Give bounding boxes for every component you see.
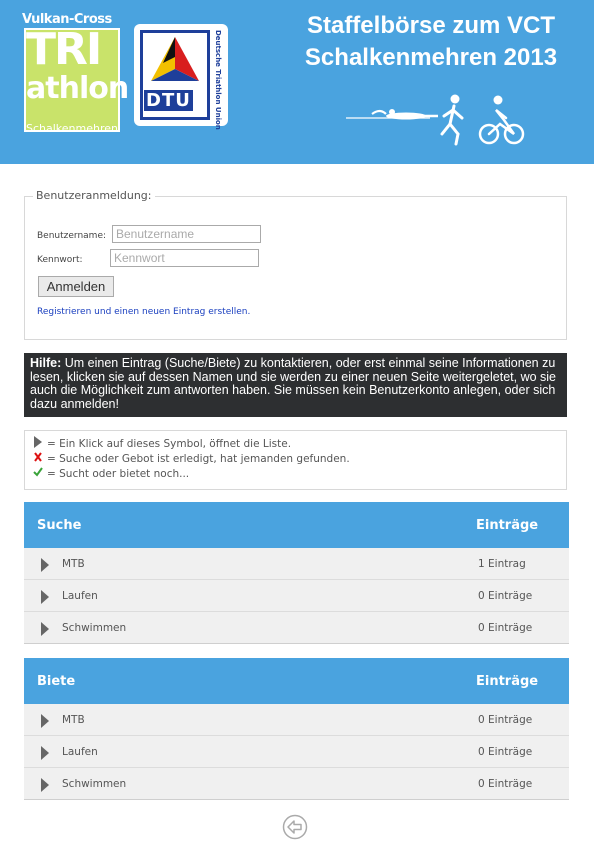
legend-item: = Suche oder Gebot ist erledigt, hat jemanden gefunden. bbox=[33, 452, 558, 467]
logo-top-text: Vulkan-Cross bbox=[22, 12, 112, 27]
dtu-logo bbox=[134, 24, 228, 130]
back-arrow-circle-icon[interactable] bbox=[282, 814, 308, 840]
red-x-icon bbox=[33, 452, 47, 467]
table-row[interactable]: Laufen 0 Einträge bbox=[24, 736, 569, 768]
table-row[interactable]: Schwimmen 0 Einträge bbox=[24, 612, 569, 644]
expand-triangle-icon[interactable] bbox=[41, 558, 49, 572]
vulkan-cross-triathlon-logo bbox=[22, 12, 129, 140]
page-title: Staffelbörse zum VCT Schalkenmehren 2013 bbox=[304, 12, 558, 71]
biete-table bbox=[24, 658, 569, 800]
biete-table-header: Biete Einträge bbox=[24, 658, 569, 704]
symbol-legend bbox=[24, 430, 567, 490]
legend-item: = Sucht oder bietet noch... bbox=[33, 467, 558, 482]
runner-icon bbox=[442, 95, 462, 145]
triathlon-sports-icons bbox=[346, 94, 526, 146]
suche-table bbox=[24, 502, 569, 644]
login-fieldset bbox=[24, 189, 567, 340]
suche-table-header: Suche Einträge bbox=[24, 502, 569, 548]
help-label: Hilfe: bbox=[30, 356, 62, 370]
dtu-abbr: DTU bbox=[146, 90, 191, 111]
triangle-right-icon bbox=[33, 436, 47, 453]
username-label: Benutzername: bbox=[37, 231, 107, 241]
expand-triangle-icon[interactable] bbox=[41, 778, 49, 792]
logo-bottom-text: Schalkenmehren bbox=[26, 122, 118, 135]
table-row[interactable]: Laufen 0 Einträge bbox=[24, 580, 569, 612]
logo-athlon-text: athlon bbox=[26, 71, 129, 106]
expand-triangle-icon[interactable] bbox=[41, 622, 49, 636]
logo-tri-text: TRI bbox=[26, 24, 101, 75]
help-text: Um einen Eintrag (Suche/Biete) zu kontaktieren, oder erst einmal seine Informationen zu lesen, klicken sie auf dessen Namen und sie werden zu einer neuen Seite weitergeletet, wo sie auch die Möglichkeit zum antworten haben. Sie müssen kein Benutzerkonto anlegen, oder sich dazu anmelden! bbox=[30, 356, 557, 411]
table-row[interactable]: MTB 1 Eintrag bbox=[24, 548, 569, 580]
login-button[interactable]: Anmelden bbox=[38, 276, 114, 297]
dtu-full-name: Deutsche Triathlon Union bbox=[214, 30, 222, 130]
password-label: Kennwort: bbox=[37, 255, 83, 265]
page-header bbox=[0, 0, 594, 164]
register-link[interactable]: Registrieren und einen neuen Eintrag erstellen. bbox=[37, 307, 251, 317]
expand-triangle-icon[interactable] bbox=[41, 590, 49, 604]
expand-triangle-icon[interactable] bbox=[41, 714, 49, 728]
password-input[interactable] bbox=[110, 249, 259, 267]
help-box bbox=[24, 353, 567, 417]
expand-triangle-icon[interactable] bbox=[41, 746, 49, 760]
legend-item: = Ein Klick auf dieses Symbol, öffnet die Liste. bbox=[33, 437, 558, 452]
table-row[interactable]: Schwimmen 0 Einträge bbox=[24, 768, 569, 800]
table-row[interactable]: MTB 0 Einträge bbox=[24, 704, 569, 736]
green-check-icon bbox=[33, 467, 47, 482]
cyclist-icon bbox=[480, 96, 523, 144]
swimmer-icon bbox=[346, 109, 438, 120]
login-legend: Benutzeranmeldung: bbox=[33, 189, 155, 202]
username-input[interactable] bbox=[112, 225, 261, 243]
